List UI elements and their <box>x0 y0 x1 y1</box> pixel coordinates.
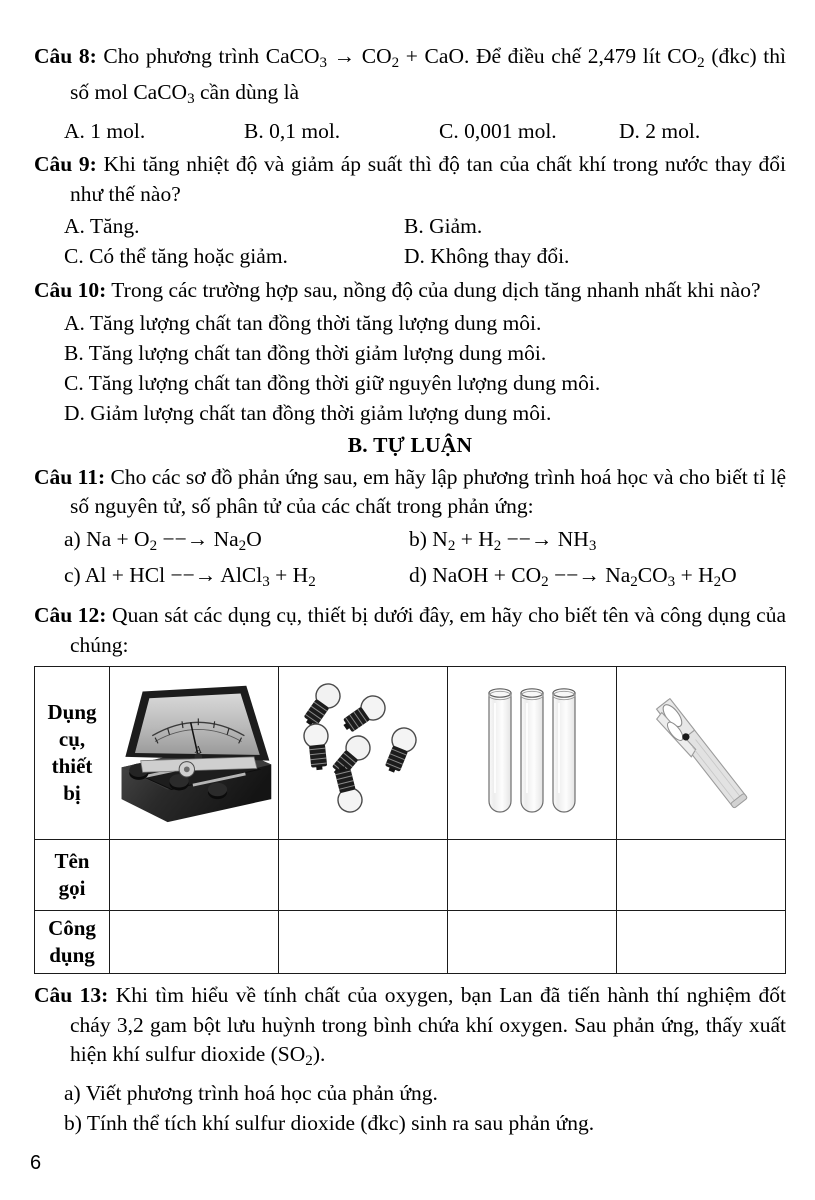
wooden-clamp-svg <box>621 673 781 833</box>
page-number: 6 <box>30 1152 42 1174</box>
question-cau-12 <box>34 601 786 660</box>
option-b[interactable]: B. Tăng lượng chất tan đồng thời giảm lượng dung môi. <box>64 340 547 365</box>
row-header-cong-dung <box>35 911 110 974</box>
page-content <box>34 42 786 1138</box>
options-cau-8 <box>34 117 786 147</box>
row-header-line: gọi <box>58 876 86 900</box>
question-cau-11 <box>34 463 786 522</box>
option-a[interactable]: A. Tăng. <box>64 214 140 238</box>
question-text: Cho các sơ đồ phản ứng sau, em hãy lập phương trình hoá học và cho biết tỉ lệ số nguyên tử, số phân tử của các chất trong phản ứng: <box>70 464 786 518</box>
row-header-dung-cu-thiet-bi <box>35 667 110 840</box>
row-header-line: cụ, <box>58 727 86 751</box>
option-a[interactable]: A. Tăng lượng chất tan đồng thời tăng lượng dung môi. <box>64 310 542 335</box>
option-b[interactable]: B. Giảm. <box>404 214 483 238</box>
answer-cell-cong-dung-4[interactable] <box>617 911 786 974</box>
row-header-line: bị <box>63 781 81 805</box>
question-text: Trong các trường hợp sau, nồng độ của dung dịch tăng nhanh nhất khi nào? <box>111 278 761 302</box>
options-cau-9-row-2 <box>34 242 786 272</box>
section-heading: B. TỰ LUẬN <box>347 432 473 457</box>
table-row-ten-goi <box>35 840 786 911</box>
question-cau-8 <box>34 42 786 115</box>
row-header-line: Dụng <box>47 700 97 724</box>
option-c[interactable]: C. Tăng lượng chất tan đồng thời giữ nguyên lượng dung môi. <box>64 370 601 395</box>
answer-cell-cong-dung-3[interactable] <box>448 911 617 974</box>
row-header-line: dụng <box>49 943 95 967</box>
devices-table <box>34 666 786 974</box>
device-cell-test-tubes <box>448 667 617 840</box>
answer-cell-ten-goi-2[interactable] <box>279 840 448 911</box>
equation-d: d) NaOH + $CO_2$ −−→ $Na_2CO_3 + H_2O$ <box>409 563 737 590</box>
ammeter-icon <box>110 669 278 837</box>
device-cell-light-bulbs <box>279 667 448 840</box>
ammeter-svg <box>110 673 278 833</box>
row-header-line: Công <box>48 916 96 940</box>
question-cau-13 <box>34 981 786 1076</box>
svg-text:A: A <box>194 745 203 756</box>
table-row-pictures <box>35 667 786 840</box>
light-bulbs-svg <box>288 678 438 828</box>
option-a[interactable]: A. 1 mol. <box>64 118 146 143</box>
wooden-test-tube-clamp-icon <box>617 669 785 837</box>
option-c[interactable]: C. Có thể tăng hoặc giảm. <box>64 243 288 268</box>
option-d[interactable]: D. Không thay đổi. <box>404 243 570 268</box>
light-bulbs-icon <box>279 669 447 837</box>
answer-cell-ten-goi-4[interactable] <box>617 840 786 911</box>
question-number: Câu 11: <box>34 464 106 489</box>
answer-cell-ten-goi-1[interactable] <box>110 840 279 911</box>
equations-row-1 <box>34 524 786 561</box>
device-cell-ammeter <box>110 667 279 840</box>
test-tubes-icon <box>448 669 616 837</box>
answer-cell-ten-goi-3[interactable] <box>448 840 617 911</box>
question-number: Câu 9: <box>34 152 97 176</box>
question-number: Câu 8: <box>34 44 97 68</box>
equation-a: a) $Na + O_2$ −−→ $Na_2O$ <box>64 526 262 554</box>
question-number: Câu 10: <box>34 278 107 302</box>
row-header-line: Tên <box>54 849 90 873</box>
sub-part-b: b) Tính thể tích khí sulfur dioxide (đkc) sinh ra sau phản ứng. <box>64 1111 595 1136</box>
equation-c: c) Al + HCl −−→ AlCl$_3$ + $H_2$ <box>64 563 316 590</box>
question-number: Câu 12: <box>34 603 107 627</box>
equations-row-2 <box>34 560 786 597</box>
question-text: Cho phương trình CaCO$_3$ → $CO_2$ + CaO. Để điều chế 2,479 lít $CO_2$ (đkc) thì số mol CaCO$_3$ cần dùng là <box>70 44 787 107</box>
option-d[interactable]: D. Giảm lượng chất tan đồng thời giảm lượng dung môi. <box>64 400 552 425</box>
device-cell-wooden-clamp <box>617 667 786 840</box>
question-cau-10 <box>34 276 786 306</box>
table-row-cong-dung <box>35 911 786 974</box>
row-header-line: thiết <box>51 754 93 778</box>
question-text: Khi tăng nhiệt độ và giảm áp suất thì độ tan của chất khí trong nước thay đổi như thế nào? <box>70 152 787 206</box>
question-text: Khi tìm hiểu về tính chất của oxygen, bạn Lan đã tiến hành thí nghiệm đốt cháy 3,2 gam bột lưu huỳnh trong bình chứa khí oxygen. Sau phản ứng, thấy xuất hiện khí sulfur dioxide $(SO_2)$. <box>70 983 786 1069</box>
test-tubes-svg <box>467 673 597 833</box>
question-text: Quan sát các dụng cụ, thiết bị dưới đây, em hãy cho biết tên và công dụng của chúng: <box>70 603 786 657</box>
question-number: Câu 13: <box>34 983 109 1007</box>
option-b[interactable]: B. 0,1 mol. <box>244 118 341 143</box>
option-d[interactable]: D. 2 mol. <box>619 118 701 143</box>
question-cau-9 <box>34 150 786 209</box>
sub-part-a: a) Viết phương trình hoá học của phản ứng. <box>64 1081 438 1106</box>
row-header-ten-goi <box>35 840 110 911</box>
answer-cell-cong-dung-1[interactable] <box>110 911 279 974</box>
options-cau-9-row-1 <box>34 212 786 242</box>
answer-cell-cong-dung-2[interactable] <box>279 911 448 974</box>
option-c[interactable]: C. 0,001 mol. <box>439 118 557 143</box>
equation-b: b) $N_2 + H_2$ −−→ $NH_3$ <box>409 526 597 554</box>
